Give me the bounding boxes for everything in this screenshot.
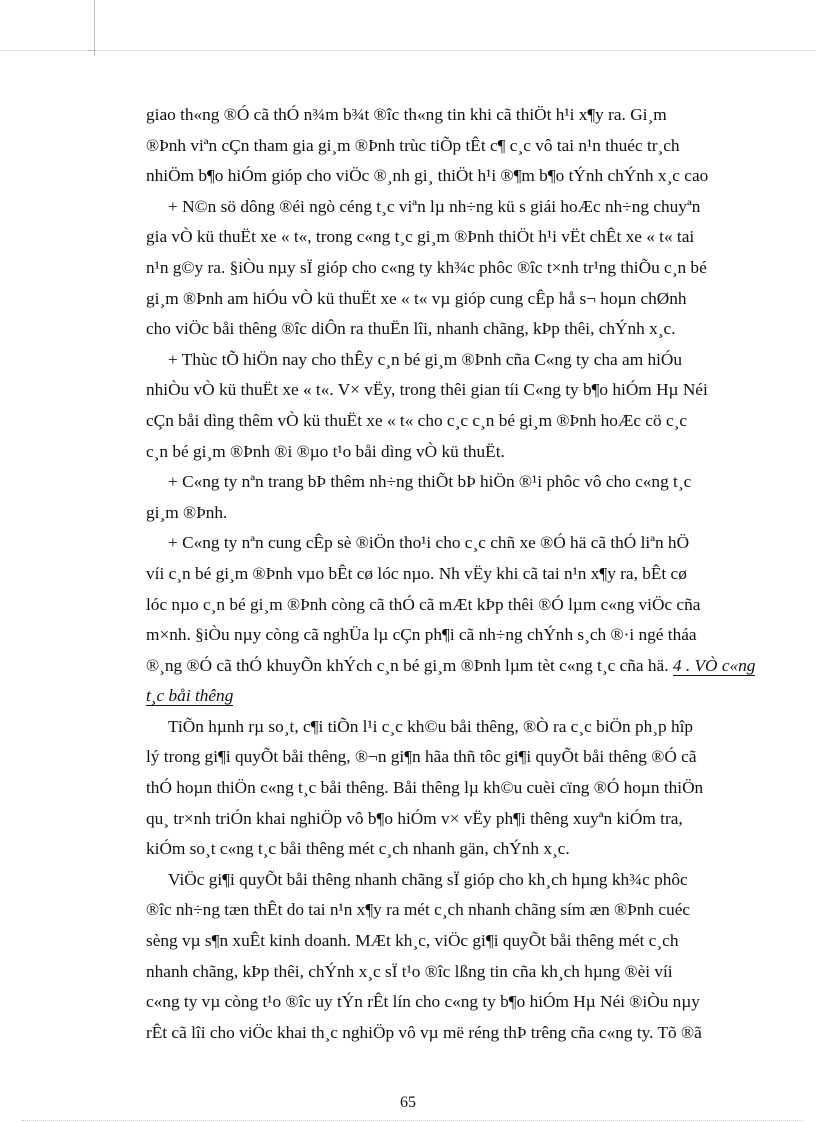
text-line: lý trong gi¶i quyÕt båi thêng, ®¬n gi¶n hãa thñ tôc gi¶i quyÕt båi thêng ®Ó cã	[146, 747, 697, 767]
text-line: TiÕn hµnh rµ so¸t, c¶i tiÕn l¹i c¸c kh©u båi thêng, ®Ò ra c¸c biÖn ph¸p hîp	[168, 716, 694, 736]
text-line: kiÓm so¸t c«ng t¸c båi thêng mét c¸ch nhanh gän, chÝnh x¸c.	[146, 839, 570, 859]
text-line: qu¸ tr×nh triÓn khai nghiÖp vô b¶o hiÓm v× vËy ph¶i thêng xuyªn kiÓm tra,	[146, 808, 683, 828]
text-line: ®Þnh viªn cÇn tham gia gi¸m ®Þnh trùc tiÕp tÊt c¶ c¸c vô tai n¹n thuéc tr¸ch	[146, 135, 680, 155]
text-line: nhiÒu vÒ kü thuËt xe « t«. V× vËy, trong thêi gian tíi C«ng ty b¶o hiÓm Hµ Néi	[146, 380, 708, 400]
text-line: ®¸ng ®Ó cã thÓ khuyÕn khÝch c¸n bé gi¸m ®Þnh lµm tèt c«ng t¸c cña hä.	[146, 655, 669, 675]
text-line: thÓ hoµn thiÖn c«ng t¸c båi thêng. Båi thêng lµ kh©u cuèi cïng ®Ó hoµn thiÖn	[146, 778, 704, 798]
text-line: sèng vµ s¶n xuÊt kinh doanh. MÆt kh¸c, viÖc gi¶i quyÕt båi thêng mét c¸ch	[146, 931, 679, 951]
text-line: c«ng ty vµ còng t¹o ®îc uy tÝn rÊt lín cho c«ng ty b¶o hiÓm Hµ Néi ®iÒu nµy	[146, 992, 700, 1012]
text-line: ®îc nh÷ng tæn thÊt do tai n¹n x¶y ra mét c¸ch nhanh chãng sím æn ®Þnh cuéc	[146, 900, 691, 920]
text-line: nhiÖm b¶o hiÓm gióp cho viÖc ®¸nh gi¸ thiÖt h¹i ®¶m b¶o tÝnh chÝnh x¸c cao	[146, 166, 709, 186]
page-top-margin	[0, 0, 816, 51]
text-line: + Thùc tÕ hiÖn nay cho thÊy c¸n bé gi¸m ®Þnh cña C«ng ty cha am hiÓu	[168, 349, 683, 369]
text-line: + C«ng ty nªn trang bÞ thêm nh÷ng thiÕt bÞ hiÖn ®¹i phôc vô cho c«ng t¸c	[168, 472, 692, 492]
page-number: 65	[400, 1094, 416, 1111]
text-line: giao th«ng ®Ó cã thÓ n¾m b¾t ®îc th«ng tin khi cã thiÖt h¹i x¶y ra. Gi¸m	[146, 105, 667, 124]
text-line: rÊt cã lîi cho viÖc khai th¸c nghiÖp vô vµ më réng thÞ trêng cña c«ng ty. Tõ ®ã	[146, 1022, 702, 1042]
text-line: gi¸m ®Þnh am hiÓu vÒ kü thuËt xe « t« vµ gióp cung cÊp hå s¬ hoµn chØnh	[146, 288, 687, 308]
text-line: nhanh chãng, kÞp thêi, chÝnh x¸c sÏ t¹o ®îc lßng tin cña kh¸ch hµng ®èi víi	[146, 961, 673, 981]
text-line: cho viÖc båi thêng ®îc diÔn ra thuËn lîi, nhanh chãng, kÞp thêi, chÝnh x¸c.	[146, 319, 676, 339]
text-line: n¹n g©y ra. §iÒu nµy sÏ gióp cho c«ng ty kh¾c phôc ®îc t×nh tr¹ng thiÕu c¸n bé	[146, 257, 707, 277]
text-line: + N©n sö dông ®éi ngò céng t¸c viªn lµ nh÷ng kü s giái hoÆc nh÷ng chuyªn	[168, 196, 701, 216]
section-heading: 4 . VÒ c«ng t¸c båi thêng	[146, 655, 756, 706]
document-body	[146, 100, 758, 1048]
text-line: + C«ng ty nªn cung cÊp sè ®iÖn tho¹i cho c¸c chñ xe ®Ó hä cã thÓ liªn hÖ	[168, 533, 690, 553]
text-line: gi¸m ®Þnh.	[146, 502, 228, 522]
text-line: c¸n bé gi¸m ®Þnh ®i ®µo t¹o båi dìng vÒ kü thuËt.	[146, 441, 505, 461]
text-line: cÇn båi dìng thêm vÒ kü thuËt xe « t« cho c¸c c¸n bé gi¸m ®Þnh hoÆc cö c¸c	[146, 410, 688, 430]
text-line: m×nh. §iÒu nµy còng cã nghÜa lµ cÇn ph¶i cã nh÷ng chÝnh s¸ch ®·i ngé tháa	[146, 625, 697, 645]
text-line: gia vÒ kü thuËt xe « t«, trong c«ng t¸c gi¸m ®Þnh thiÖt h¹i vËt chÊt xe « t« tai	[146, 227, 695, 247]
crop-mark	[94, 0, 95, 56]
crop-mark-horizontal	[88, 50, 96, 51]
text-line: ViÖc gi¶i quyÕt båi thêng nhanh chãng sÏ gióp cho kh¸ch hµng kh¾c phôc	[168, 869, 688, 889]
page-bottom-border	[22, 1120, 802, 1121]
text-line: lóc nµo c¸n bé gi¸m ®Þnh còng cã thÓ cã mÆt kÞp thêi ®Ó lµm c«ng viÖc cña	[146, 594, 701, 614]
text-line: víi c¸n bé gi¸m ®Þnh vµo bÊt cø lóc nµo. Nh vËy khi cã tai n¹n x¶y ra, bÊt cø	[146, 563, 687, 583]
